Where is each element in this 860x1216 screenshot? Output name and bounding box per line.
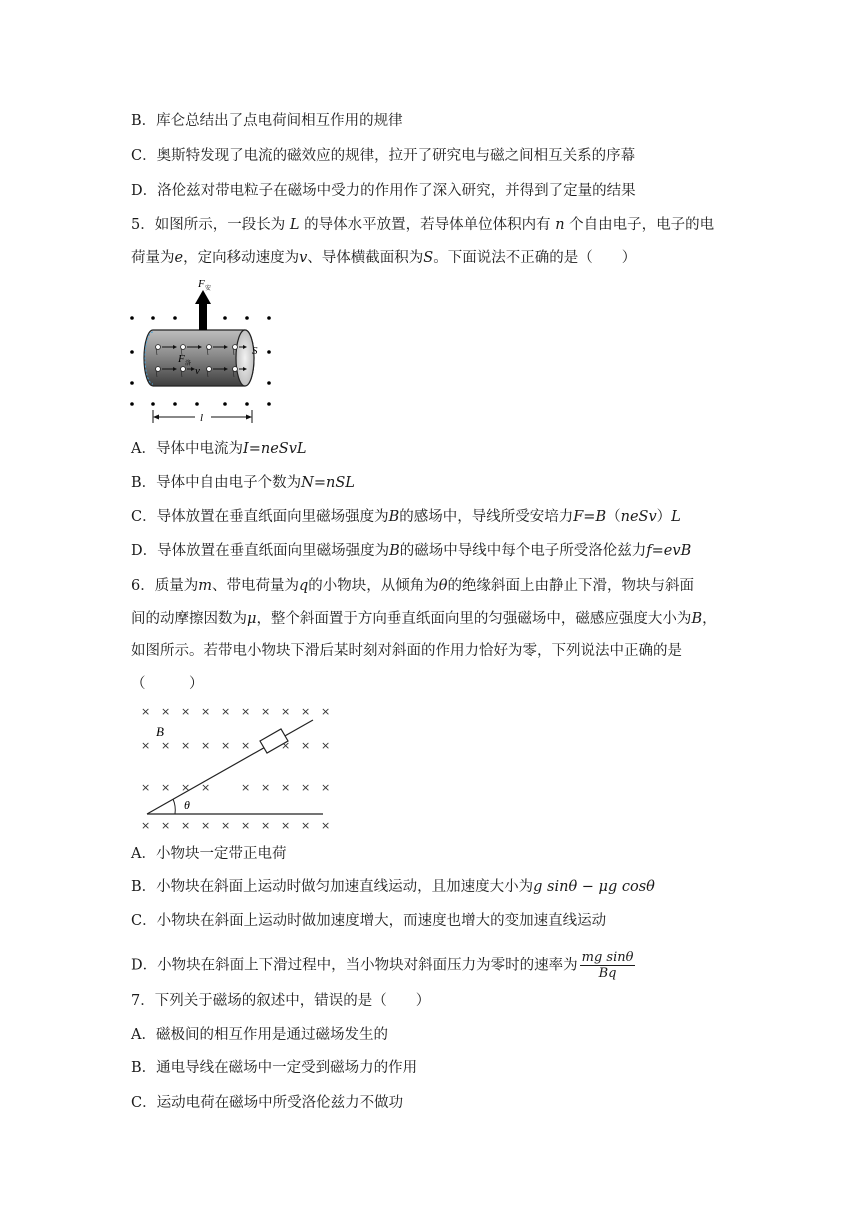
q6-option-c: C．小物块在斜面上运动时做加速度增大，而速度也增大的变加速直线运动	[131, 913, 607, 929]
q6-stem-line4: （ ）	[131, 676, 204, 692]
field-cross-mark: ×	[281, 819, 291, 832]
q6-stem-line3: 如图所示。若带电小物块下滑后某时刻对斜面的作用力恰好为零，下列说法中正确的是	[131, 643, 682, 659]
force-label: F	[198, 280, 205, 290]
q5-stem-line2: 荷量为e，定向移动速度为v、导体横截面积为S。下面说法不正确的是（ ）	[131, 250, 637, 266]
q6-option-d: D．小物块在斜面上下滑过程中，当小物块对斜面压力为零时的速率为 $\frac{\text{mg sinθ}}{Bq}$	[131, 950, 634, 981]
field-cross-mark: ×	[301, 705, 311, 718]
field-cross-mark: ×	[201, 705, 211, 718]
q4-option-d: D．洛伦兹对带电粒子在磁场中受力的作用作了深入研究，并得到了定量的结果	[131, 183, 636, 199]
q4-option-c: C．奥斯特发现了电流的磁效应的规律，拉开了研究电与磁之间相互关系的序幕	[131, 148, 636, 164]
force-subscript: 安	[205, 285, 212, 292]
q7-option-a: A．磁极间的相互作用是通过磁场发生的	[131, 1027, 388, 1043]
field-cross-mark: ×	[161, 705, 171, 718]
field-cross-mark: ×	[141, 739, 151, 752]
speed-fraction: $\frac{\text{mg sinθ}}{Bq}$	[581, 950, 634, 981]
field-cross-mark: ×	[201, 739, 211, 752]
q5-stem-line1: 5．如图所示，一段长为 L 的导体水平放置，若导体单位体积内有 n 个自由电子，电子的电	[131, 217, 715, 233]
field-cross-mark: ×	[181, 781, 191, 794]
field-cross-mark: ×	[261, 819, 271, 832]
field-cross-mark: ×	[241, 739, 251, 752]
q7-option-c: C．运动电荷在磁场中所受洛伦兹力不做功	[131, 1095, 404, 1111]
field-cross-mark: ×	[321, 739, 331, 752]
q5-option-a: A．导体中电流为I=neSvL	[131, 441, 307, 457]
field-cross-mark: ×	[141, 819, 151, 832]
field-cross-mark: ×	[301, 819, 311, 832]
lorentz-label: F	[178, 353, 185, 365]
field-cross-mark: ×	[281, 705, 291, 718]
field-cross-mark: ×	[221, 705, 231, 718]
q4-option-b: B．库仑总结出了点电荷间相互作用的规律	[131, 113, 403, 129]
theta-label: θ	[184, 798, 190, 812]
field-cross-mark: ×	[281, 781, 291, 794]
field-cross-mark: ×	[181, 739, 191, 752]
field-cross-mark: ×	[181, 705, 191, 718]
velocity-label: v	[195, 365, 200, 377]
incline-figure	[135, 698, 335, 833]
q6-option-b: B．小物块在斜面上运动时做匀加速直线运动，且加速度大小为g sinθ − μg cosθ	[131, 879, 655, 895]
field-cross-mark: ×	[221, 819, 231, 832]
q5-option-c: C．导体放置在垂直纸面向里磁场强度为B的感场中，导线所受安培力F=B（neSv）L	[131, 509, 681, 525]
field-cross-mark: ×	[301, 739, 311, 752]
q5-option-b: B．导体中自由电子个数为N=nSL	[131, 475, 355, 491]
field-cross-mark: ×	[261, 705, 271, 718]
field-cross-mark: ×	[161, 781, 171, 794]
lorentz-subscript: 洛	[185, 360, 192, 367]
length-label: l	[200, 412, 204, 424]
field-cross-mark: ×	[141, 705, 151, 718]
field-cross-mark: ×	[261, 781, 271, 794]
field-cross-mark: ×	[241, 819, 251, 832]
area-label: S	[252, 345, 258, 357]
q5-option-d: D．导体放置在垂直纸面向里磁场强度为B的磁场中导线中每个电子所受洛伦兹力f=evB	[131, 543, 692, 559]
field-cross-mark: ×	[321, 705, 331, 718]
field-cross-mark: ×	[181, 819, 191, 832]
field-cross-mark: ×	[141, 781, 151, 794]
q6-stem-line1: 6．质量为m、带电荷量为q的小物块，从倾角为θ的绝缘斜面上由静止下滑，物块与斜面	[131, 578, 695, 594]
q7-option-b: B．通电导线在磁场中一定受到磁场力的作用	[131, 1060, 418, 1076]
field-cross-mark: ×	[161, 739, 171, 752]
q6-option-a: A．小物块一定带正电荷	[131, 846, 287, 862]
field-cross-mark: ×	[321, 781, 331, 794]
field-label: B	[156, 724, 164, 739]
field-cross-mark: ×	[201, 819, 211, 832]
field-cross-mark: ×	[221, 739, 231, 752]
field-cross-mark: ×	[241, 705, 251, 718]
field-cross-mark: ×	[161, 819, 171, 832]
conductor-figure	[125, 280, 280, 428]
field-cross-mark: ×	[241, 781, 251, 794]
field-cross-mark: ×	[321, 819, 331, 832]
field-cross-mark: ×	[281, 739, 291, 752]
field-cross-mark: ×	[201, 781, 211, 794]
field-cross-mark: ×	[301, 781, 311, 794]
q6-stem-line2: 间的动摩擦因数为μ，整个斜面置于方向垂直纸面向里的匀强磁场中，磁感应强度大小为B，	[131, 611, 717, 627]
q7-stem: 7．下列关于磁场的叙述中，错误的是（ ）	[131, 993, 431, 1009]
